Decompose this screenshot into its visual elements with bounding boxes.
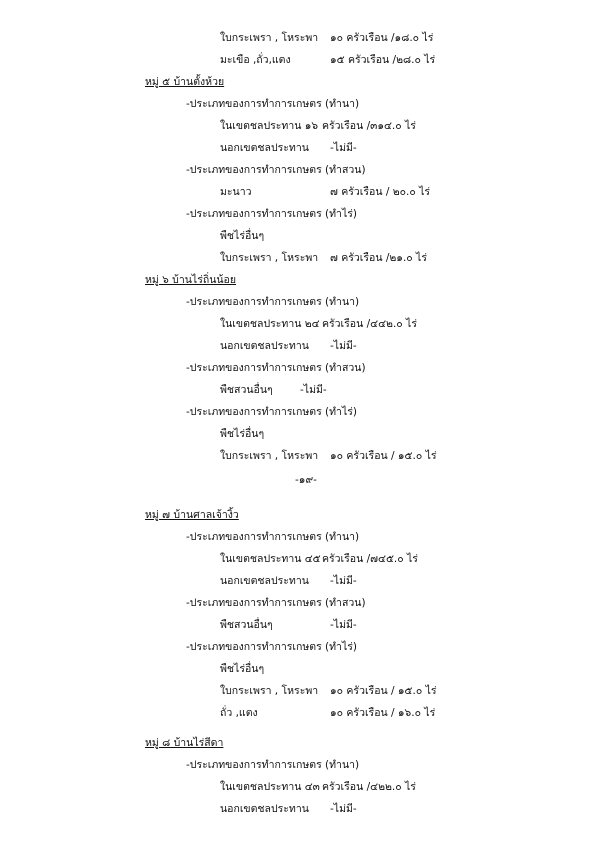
row-b-name: มะเขือ ,ถั่ว,แตง	[220, 54, 291, 66]
moo5-garden-name: มะนาว	[220, 186, 252, 198]
moo7-garden-name: พืชสวนอื่นๆ	[220, 619, 273, 631]
moo7-rice-out-name: นอกเขตชลประทาน	[220, 575, 309, 587]
moo7-rice-in-name: ในเขตชลประทาน ๔๕	[220, 553, 321, 565]
moo8-heading: หมู่ ๘ บ้านไร่สีดา	[145, 737, 224, 749]
moo7-garden-label: -ประเภทของการทำการเกษตร (ทำสวน)	[186, 597, 366, 609]
moo5-rice-in-name: ในเขตชลประทาน ๑๖	[220, 120, 319, 132]
row-b-value: ๑๕ ครัวเรือน /๒๘.๐ ไร่	[330, 54, 436, 66]
moo6-rice-in-value: ครัวเรือน /๔๔๒.๐ ไร่	[322, 318, 417, 330]
moo6-field-value: ๑๐ ครัวเรือน / ๑๕.๐ ไร่	[330, 450, 437, 462]
moo5-rice-out-value: -ไม่มี-	[330, 142, 357, 154]
moo7-rice-in-value: ครัวเรือน /๗๔๕.๐ ไร่	[322, 553, 418, 565]
moo6-rice-out-name: นอกเขตชลประทาน	[220, 340, 309, 352]
moo5-field-label: -ประเภทของการทำการเกษตร (ทำไร่)	[186, 208, 357, 220]
moo8-rice-in-name: ในเขตชลประทาน ๔๓	[220, 781, 320, 793]
moo6-rice-out-value: -ไม่มี-	[330, 340, 357, 352]
moo6-field-other: พืชไร่อื่นๆ	[220, 428, 265, 440]
moo7-field-label: -ประเภทของการทำการเกษตร (ทำไร่)	[186, 641, 357, 653]
page-number: -๑๙-	[295, 474, 317, 486]
moo8-rice-label: -ประเภทของการทำการเกษตร (ทำนา)	[186, 759, 360, 771]
moo5-garden-label: -ประเภทของการทำการเกษตร (ทำสวน)	[186, 164, 366, 176]
moo5-heading: หมู่ ๕ บ้านตั้งห้วย	[145, 76, 225, 88]
moo6-garden-name: พืชสวนอื่นๆ	[220, 384, 273, 396]
moo7-garden-value: -ไม่มี-	[330, 619, 357, 631]
moo7-field-value: ๑๐ ครัวเรือน / ๑๕.๐ ไร่	[330, 685, 437, 697]
moo8-rice-out-name: นอกเขตชลประทาน	[220, 803, 309, 815]
moo7-field-name: ใบกระเพรา , โหระพา	[220, 685, 319, 697]
moo7-field2-name: ถั่ว ,แตง	[220, 707, 258, 719]
moo5-rice-out-name: นอกเขตชลประทาน	[220, 142, 309, 154]
moo5-field-other: พืชไร่อื่นๆ	[220, 230, 265, 242]
moo5-garden-value: ๗ ครัวเรือน / ๒๐.๐ ไร่	[330, 186, 431, 198]
row-a-name: ใบกระเพรา , โหระพา	[220, 32, 319, 44]
moo5-field-value: ๗ ครัวเรือน /๒๑.๐ ไร่	[330, 252, 427, 264]
moo8-rice-in-value: ครัวเรือน /๔๒๒.๐ ไร่	[322, 781, 416, 793]
moo7-rice-out-value: -ไม่มี-	[330, 575, 357, 587]
moo5-rice-label: -ประเภทของการทำการเกษตร (ทำนา)	[186, 98, 360, 110]
moo7-field2-value: ๑๐ ครัวเรือน / ๑๖.๐ ไร่	[330, 707, 436, 719]
moo6-field-name: ใบกระเพรา , โหระพา	[220, 450, 319, 462]
row-a-value: ๑๐ ครัวเรือน /๑๘.๐ ไร่	[330, 32, 434, 44]
moo8-rice-out-value: -ไม่มี-	[330, 803, 357, 815]
moo7-field-other: พืชไร่อื่นๆ	[220, 663, 265, 675]
moo6-garden-label: -ประเภทของการทำการเกษตร (ทำสวน)	[186, 362, 366, 374]
moo6-rice-label: -ประเภทของการทำการเกษตร (ทำนา)	[186, 296, 360, 308]
moo6-field-label: -ประเภทของการทำการเกษตร (ทำไร่)	[186, 406, 357, 418]
moo7-heading: หมู่ ๗ บ้านศาลเจ้างิ้ว	[145, 509, 239, 521]
moo6-heading: หมู่ ๖ บ้านไร่ถิ่นน้อย	[145, 274, 237, 286]
moo5-field-name: ใบกระเพรา , โหระพา	[220, 252, 319, 264]
moo6-garden-value: -ไม่มี-	[300, 384, 327, 396]
moo6-rice-in-name: ในเขตชลประทาน ๒๔	[220, 318, 320, 330]
moo7-rice-label: -ประเภทของการทำการเกษตร (ทำนา)	[186, 531, 360, 543]
moo5-rice-in-value: ครัวเรือน /๓๑๔.๐ ไร่	[322, 120, 416, 132]
